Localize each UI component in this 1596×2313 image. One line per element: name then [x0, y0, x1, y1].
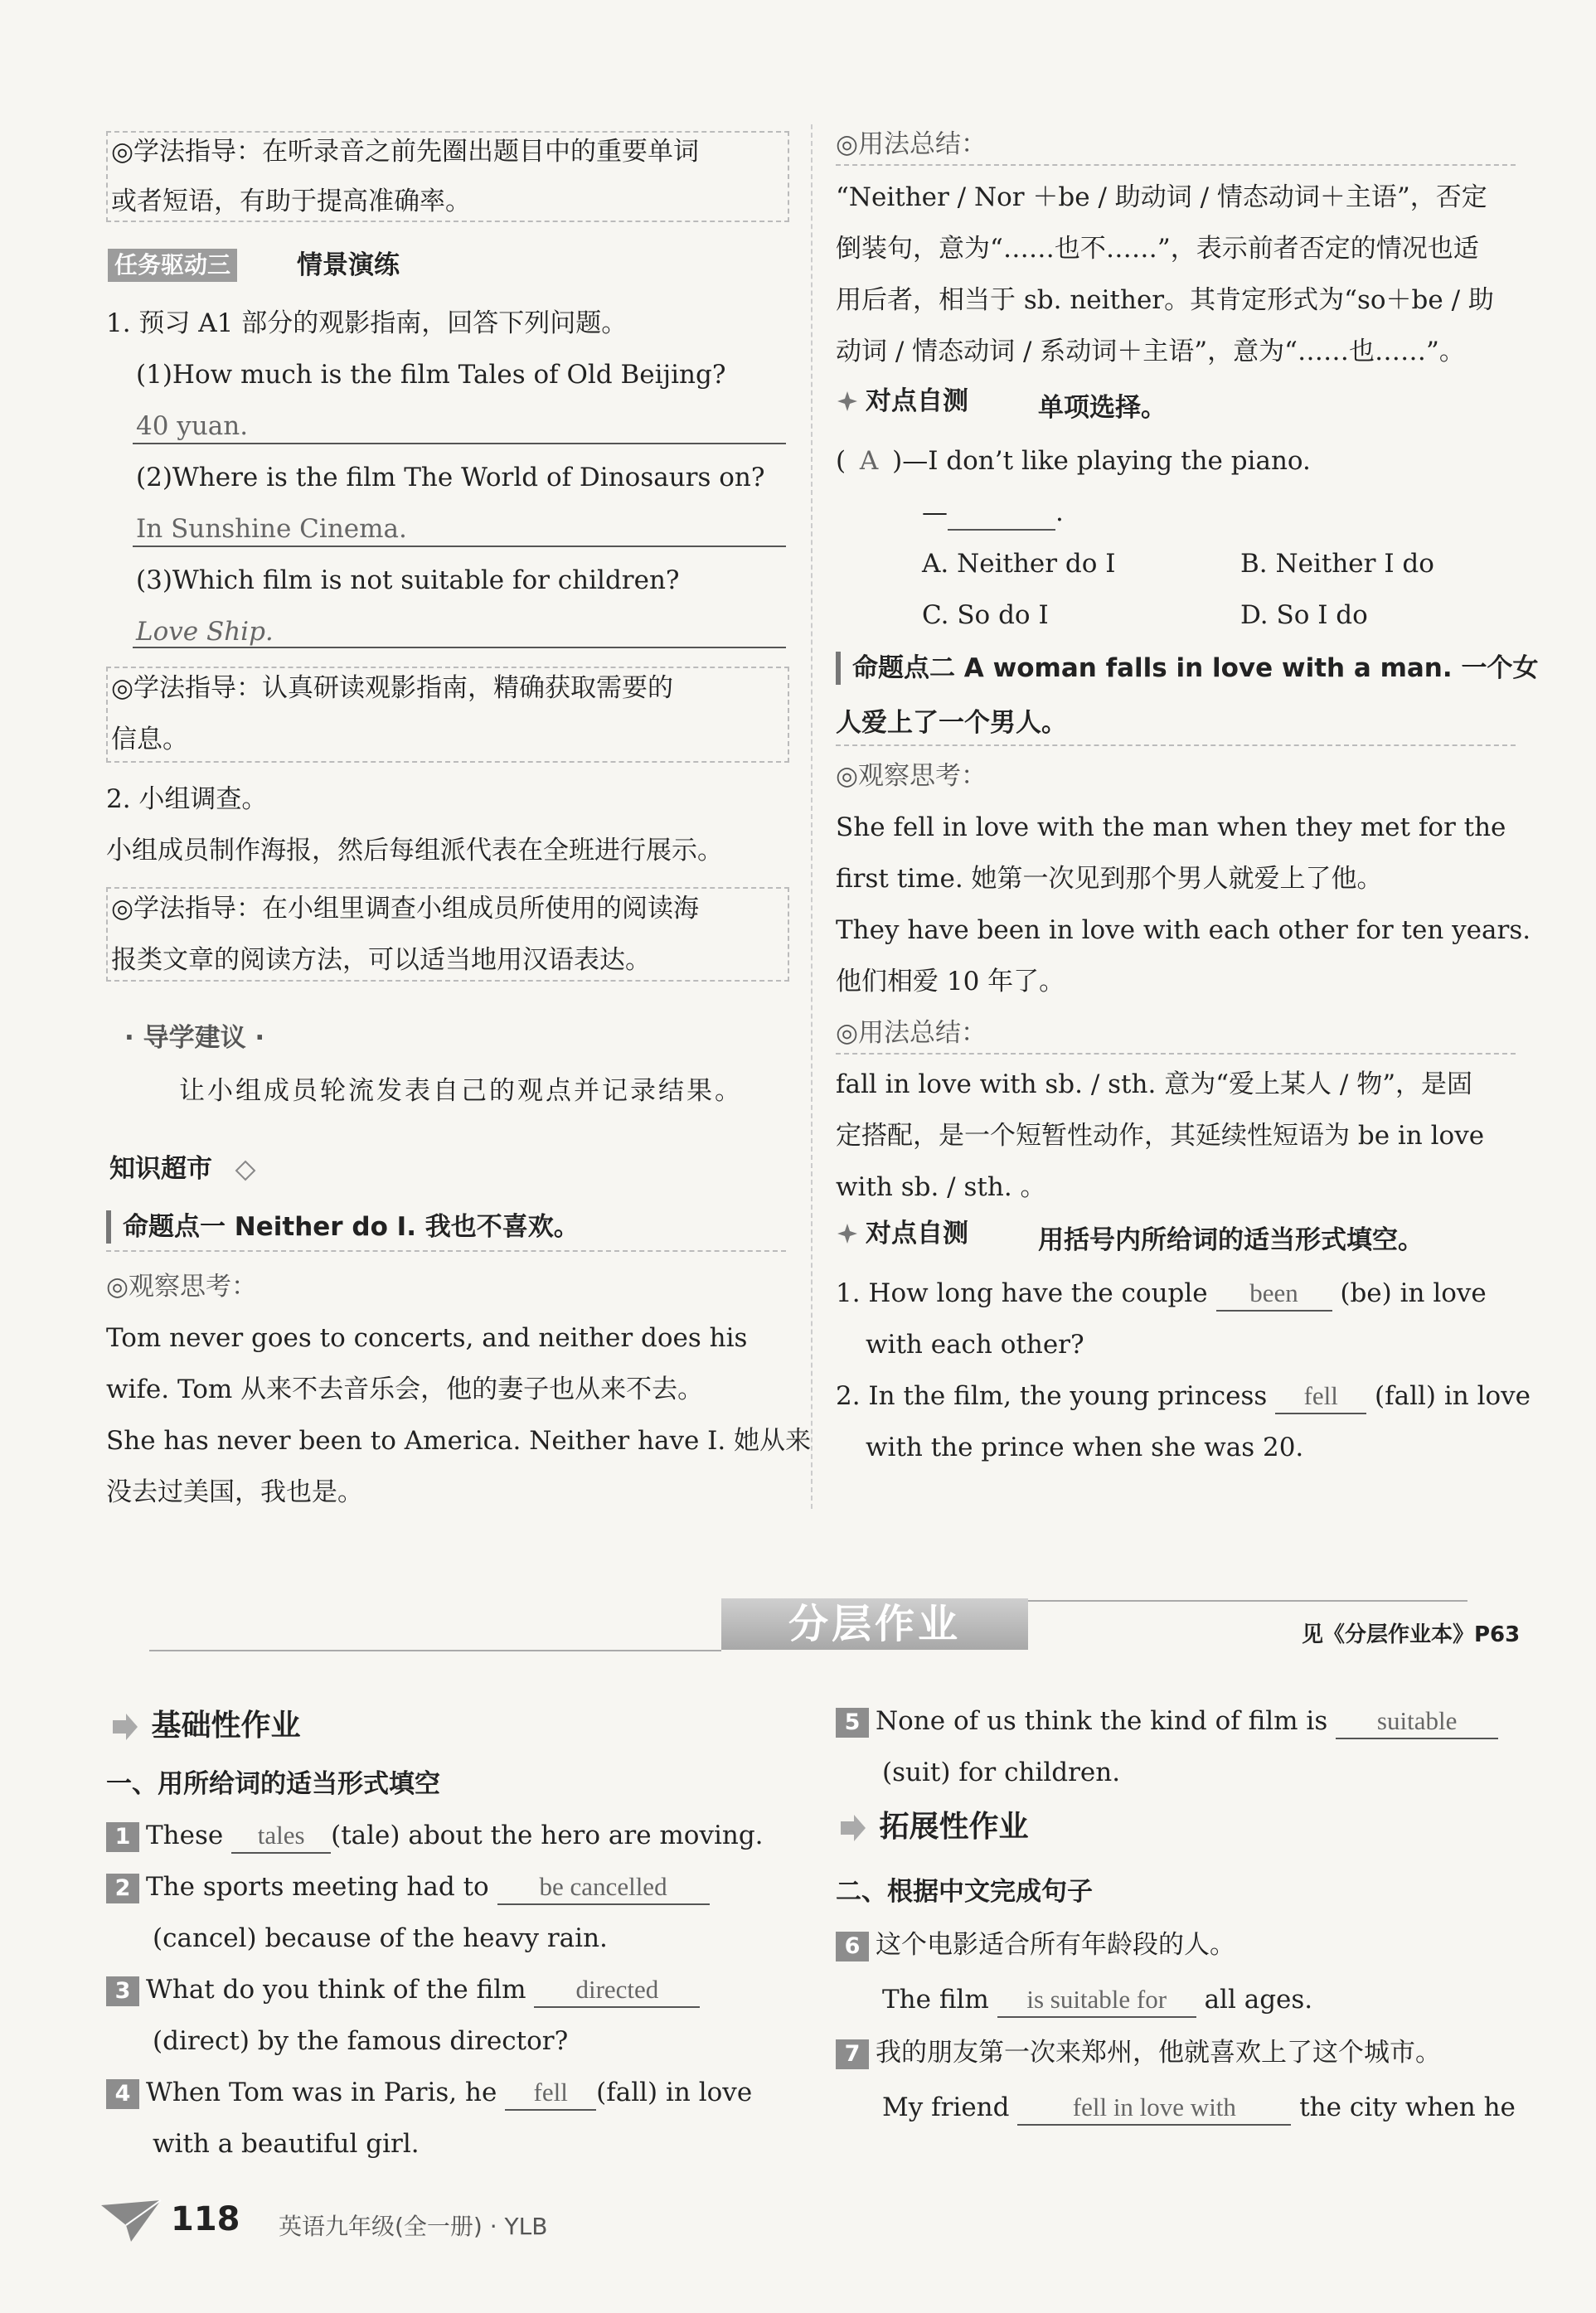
- extend-homework-label: 拓展性作业: [879, 1810, 1029, 1844]
- fill1-pre: 1. How long have the couple: [836, 1278, 1208, 1308]
- tip3-line2: 报类文章的阅读方法，可以适当地用汉语表达。: [111, 945, 651, 975]
- paper-plane-icon: [98, 2197, 164, 2247]
- hw-num: 4: [106, 2079, 139, 2109]
- fill1-post: (be) in love: [1340, 1278, 1487, 1308]
- hw6-pre: The film: [882, 1985, 989, 2015]
- hw5-cont: (suit) for children.: [882, 1758, 1121, 1787]
- hw6-cn: 这个电影适合所有年龄段的人。: [876, 1930, 1235, 1960]
- selftest2-instr: 用括号内所给词的适当形式填空。: [1038, 1225, 1424, 1255]
- hw7-answer: fell in love with: [1017, 2091, 1291, 2126]
- hw-num: 1: [106, 1822, 139, 1852]
- fill2-post: (fall) in love: [1375, 1381, 1531, 1411]
- banner-rule-left: [149, 1650, 721, 1651]
- part1-title: 一、用所给词的适当形式填空: [106, 1769, 440, 1799]
- hw7-en: [882, 2091, 1516, 2126]
- knowledge-title: 知识超市: [109, 1154, 212, 1184]
- book-title: 英语九年级(全一册) · YLB: [279, 2213, 548, 2240]
- blank: [948, 496, 1055, 531]
- homework-banner: 分层作业: [721, 1598, 1028, 1650]
- ex1-line1: Tom never goes to concerts, and neither does his: [106, 1323, 748, 1353]
- hw7-post: the city when he: [1299, 2092, 1516, 2122]
- task3-tag: 任务驱动三: [108, 249, 237, 282]
- usage1-line2: 倒装句，意为“……也不……”，表示前者否定的情况也适: [836, 234, 1479, 264]
- fill2: [836, 1380, 1531, 1414]
- hw3-cont: (direct) by the famous director?: [153, 2026, 569, 2056]
- ex2-line2: first time. 她第一次见到那个男人就爱上了他。: [836, 864, 1383, 894]
- hw1-answer: tales: [231, 1819, 331, 1854]
- a1-3: Love Ship.: [136, 617, 274, 647]
- hw2-pre: The sports meeting had to: [146, 1872, 489, 1902]
- usage1-line3: 用后者，相当于 sb. neither。其肯定形式为“so＋be / 助: [836, 285, 1494, 315]
- mc-opt-d: D. So I do: [1240, 600, 1368, 630]
- usage2-line1: fall in love with sb. / sth. 意为“爱上某人 / 物”，是固: [836, 1069, 1473, 1099]
- hw4-answer: fell: [505, 2076, 596, 2111]
- q1: 1. 预习 A1 部分的观影指南，回答下列问题。: [106, 308, 628, 338]
- hw4-cont: with a beautiful girl.: [153, 2129, 420, 2159]
- diamond-icon: [234, 1159, 257, 1182]
- tip1-line2: 或者短语，有助于提高准确率。: [111, 187, 471, 216]
- ex1-line2: wife. Tom 从来不去音乐会，他的妻子也从来不去。: [106, 1375, 704, 1404]
- mc-opt-a: A. Neither do I: [922, 549, 1116, 579]
- hw3-pre: What do you think of the film: [146, 1975, 526, 2005]
- homework-ref: 见《分层作业本》P63: [1302, 1622, 1521, 1647]
- ex2-line1: She fell in love with the man when they met for the: [836, 812, 1506, 842]
- basic-homework-title: [108, 1706, 301, 1746]
- answer-line: [133, 443, 786, 444]
- hw5-pre: None of us think the kind of film is: [876, 1706, 1328, 1736]
- answer-line: [133, 546, 786, 547]
- usage-title-2: ◎用法总结：: [836, 1018, 987, 1048]
- point2-line2: 人爱上了一个男人。: [836, 708, 1067, 738]
- hw-num: 5: [836, 1708, 869, 1738]
- fill1-answer: been: [1216, 1277, 1332, 1312]
- usage1-line1: “Neither / Nor ＋be / 助动词 / 情态动词＋主语”，否定: [836, 182, 1487, 212]
- mc-reply: — .: [922, 496, 1064, 531]
- hw-item-6: [836, 1928, 1235, 1961]
- hw1-post: (tale) about the hero are moving.: [331, 1821, 764, 1850]
- fill2-answer: fell: [1275, 1380, 1366, 1414]
- hw4-post: (fall) in love: [596, 2078, 753, 2107]
- q1-2: (2)Where is the film The World of Dinosaurs on?: [136, 463, 765, 492]
- selftest1-tag: 对点自测: [866, 386, 968, 416]
- tip3-line1: ◎学法指导：在小组里调查小组成员所使用的阅读海: [111, 894, 700, 924]
- sparkle-icon: [836, 1222, 859, 1245]
- page-number: 118: [171, 2200, 240, 2238]
- hw-num: 3: [106, 1976, 139, 2006]
- hw1-pre: These: [146, 1821, 224, 1850]
- hw6-answer: is suitable for: [997, 1983, 1196, 2018]
- ex1-line4: 没去过美国，我也是。: [106, 1477, 363, 1507]
- point2-marker: [836, 652, 841, 685]
- fill1: [836, 1277, 1487, 1312]
- hw5-answer: suitable: [1336, 1704, 1498, 1739]
- hw-item-7: [836, 2036, 1441, 2069]
- selftest1-instr: 单项选择。: [1038, 393, 1167, 423]
- fill1-cont: with each other?: [866, 1330, 1084, 1360]
- hw-item-5: [836, 1704, 1498, 1739]
- usage1-line4: 动词 / 情态动词 / 系动词＋主语”，意为“……也……”。: [836, 337, 1465, 366]
- observe-label: ◎观察思考：: [106, 1272, 258, 1302]
- dash-divider: [836, 744, 1516, 746]
- observe-label-2: ◎观察思考：: [836, 761, 987, 791]
- hw-num: 7: [836, 2039, 869, 2069]
- hw-item-4: [106, 2076, 752, 2111]
- hw2-answer: be cancelled: [497, 1870, 710, 1905]
- mc-answer: A: [859, 446, 879, 476]
- arrow-icon: [108, 1710, 141, 1743]
- hw3-answer: directed: [534, 1973, 700, 2008]
- hw6-post: all ages.: [1204, 1985, 1313, 2015]
- q1-3: (3)Which film is not suitable for children?: [136, 565, 680, 595]
- task3-title: 情景演练: [297, 250, 400, 280]
- column-divider: [811, 124, 813, 1509]
- usage2-line3: with sb. / sth. 。: [836, 1172, 1046, 1202]
- tip2-line1: ◎学法指导：认真研读观影指南，精确获取需要的: [111, 673, 674, 703]
- ex1-line3: She has never been to America. Neither have I. 她从来: [106, 1426, 812, 1456]
- basic-homework-label: 基础性作业: [151, 1709, 301, 1743]
- usage2-line2: 定搭配，是一个短暂性动作，其延续性短语为 be in love: [836, 1121, 1485, 1151]
- a1-2: In Sunshine Cinema.: [136, 514, 407, 544]
- ex2-line3: They have been in love with each other for ten years.: [836, 915, 1531, 945]
- hw-num: 6: [836, 1932, 869, 1961]
- banner-rule-right: [1028, 1600, 1467, 1602]
- fill2-pre: 2. In the film, the young princess: [836, 1381, 1268, 1411]
- mc-question: ( A )—I don’t like playing the piano.: [836, 446, 1311, 476]
- dash-divider: [836, 164, 1516, 166]
- hw-item-1: [106, 1819, 764, 1854]
- hw4-pre: When Tom was in Paris, he: [146, 2078, 497, 2107]
- hw6-en: [882, 1983, 1312, 2018]
- mc-opt-c: C. So do I: [922, 600, 1049, 630]
- selftest2-tag: 对点自测: [866, 1219, 968, 1249]
- tip1-line1: ◎学法指导：在听录音之前先圈出题目中的重要单词: [111, 137, 700, 167]
- answer-line: [133, 647, 786, 648]
- q2: 2. 小组调查。: [106, 784, 268, 814]
- sparkle-icon: [836, 390, 859, 413]
- hw-num: 2: [106, 1874, 139, 1903]
- dash-divider: [106, 1250, 786, 1252]
- a1-1: 40 yuan.: [136, 411, 249, 441]
- tip2-line2: 信息。: [111, 725, 188, 754]
- point2-line1: 命题点二 A woman falls in love with a man. 一个女: [852, 653, 1539, 683]
- extend-homework-title: [836, 1807, 1029, 1847]
- mc-dash: —: [922, 497, 948, 527]
- mc-opt-b: B. Neither I do: [1240, 549, 1434, 579]
- hw7-cn: 我的朋友第一次来郑州，他就喜欢上了这个城市。: [876, 2038, 1441, 2068]
- guide-title: · 导学建议 ·: [124, 1023, 265, 1053]
- part2-title: 二、根据中文完成句子: [836, 1877, 1093, 1907]
- q2-text: 小组成员制作海报，然后每组派代表在全班进行展示。: [106, 836, 723, 866]
- q1-1: (1)How much is the film Tales of Old Beijing?: [136, 360, 726, 390]
- hw-item-3: [106, 1973, 700, 2008]
- dash-divider: [836, 1053, 1516, 1055]
- hw7-pre: My friend: [882, 2092, 1010, 2122]
- ex2-line4: 他们相爱 10 年了。: [836, 967, 1065, 996]
- fill2-cont: with the prince when she was 20.: [866, 1433, 1304, 1462]
- hw2-cont: (cancel) because of the heavy rain.: [153, 1923, 608, 1953]
- point1-marker: [106, 1210, 111, 1244]
- point1-title: 命题点一 Neither do I. 我也不喜欢。: [123, 1212, 580, 1242]
- usage-title: ◎用法总结：: [836, 129, 987, 159]
- guide-text: 让小组成员轮流发表自己的观点并记录结果。: [179, 1076, 743, 1106]
- hw-item-2: [106, 1870, 710, 1905]
- mc-stem: )—I don’t like playing the piano.: [892, 446, 1311, 476]
- arrow-icon: [836, 1811, 869, 1845]
